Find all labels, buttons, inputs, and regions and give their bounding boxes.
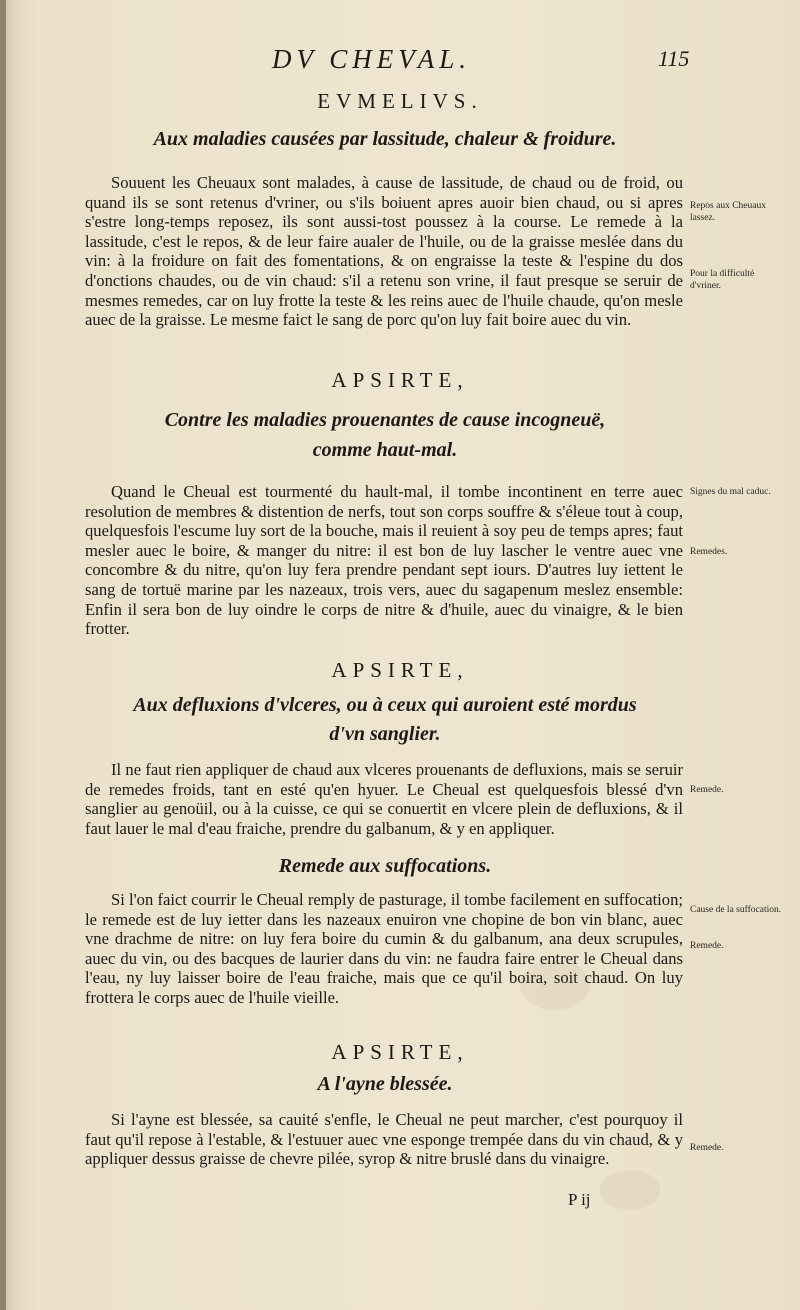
margin-note: Signes du mal caduc.	[690, 487, 771, 497]
section-text: Il ne faut rien appliquer de chaud aux vlceres prouenants de defluxions, mais se seruir de remedes froids, tant en esté qu'en hyuer. Le Cheual est quelquesfois blessé d'vn sanglier au genoüil, ou à la cuisse, ce qui se conuertit en vlcere plein de defluxions, & il faut lauer le mal d'eau fraiche, prendre du galbanum, & y en appliquer.	[85, 760, 683, 838]
running-head	[0, 44, 800, 84]
section-subtitle: Aux maladies causées par lassitude, chaleur & froidure.	[153, 128, 617, 150]
section-author: APSIRTE,	[331, 368, 469, 392]
margin-note: Cause de la suffocation.	[690, 905, 782, 915]
margin-note: Remede.	[690, 1143, 724, 1153]
page-number: 115	[658, 46, 690, 71]
margin-note: Repos aux Cheuaux lassez.	[690, 201, 766, 223]
signature-mark: P ij	[568, 1190, 591, 1209]
section-author: EVMELIVS.	[317, 89, 483, 113]
section-subtitle: Aux defluxions d'vlceres, ou à ceux qui auroient esté mordus	[133, 694, 637, 716]
section-text: Si l'ayne est blessée, sa cauité s'enfle, le Cheual ne peut marcher, c'est pourquoy il faut qu'il repose à l'estable, & l'estuuer auec vne esponge trempée dans du vin chaud, & y appliquer dessus graisse de chevre pilée, syrop & nitre bruslé dans du vinaigre.	[85, 1110, 683, 1169]
section-text: Si l'on faict courrir le Cheual remply de pasturage, il tombe facilement en suffocation; le remede est de luy ietter dans les nazeaux enuiron vne chopine de bon vin blanc, auec vne drachme de nitre: on luy fera boire du cumin & du galbanum, ana deux scrupules, auec du vin, ou des bacques de laurier dans du vin: ne faudra faire entrer le Cheual dans l'eau, ny luy laisser boire de l'eau fraiche, mais que ce qu'il boira, soit chaud. On luy frottera le corps auec de l'huile vieille.	[85, 890, 683, 1007]
section-subtitle: Remede aux suffocations.	[278, 855, 492, 877]
paper-stain	[600, 1170, 660, 1210]
margin-note: Remedes.	[690, 547, 728, 557]
section-author: APSIRTE,	[331, 658, 469, 682]
section-text: Souuent les Cheuaux sont malades, à cause de lassitude, de chaud ou de froid, ou quand ils se sont retenus d'vriner, ou s'ils boiuent apres auoir bien chaud, ou si apres s'estre long-temps reposez, ils sont aussi-tost poussez à la course. Le remede à la lassitude, c'est le repos, & de leur faire aualer de l'huile, ou de la graisse meslée dans du vin: à la froidure on fait des fomentations, & on engraisse la teste & l'espine du dos d'onctions chaudes, ou de vin chaud: s'il a retenu son vrine, il faut presque se seruir de mesmes remedes, car on luy frotte la teste & les reins auec de l'huile chaude, qu'on mesle auec de la graisse. Le mesme faict le sang de porc qu'on luy fait boire auec du vin.	[85, 173, 683, 330]
running-head-title: DV CHEVAL.	[272, 44, 472, 74]
section-subtitle: d'vn sanglier.	[329, 723, 441, 745]
margin-note: Remede.	[690, 785, 724, 795]
section-subtitle: comme haut-mal.	[312, 439, 458, 461]
section-subtitle: Contre les maladies prouenantes de cause incogneuë,	[164, 409, 606, 431]
section-author: APSIRTE,	[331, 1040, 469, 1064]
margin-note: Pour la difficulté d'vriner.	[690, 269, 755, 291]
margin-note: Remede.	[690, 941, 724, 951]
section-text: Quand le Cheual est tourmenté du hault-mal, il tombe incontinent en terre auec resolution de membres & distention de nerfs, tout son corps souffre & s'éleue tout à coup, quelquesfois l'escume luy sort de la bouche, mais il reuient à soy peu de temps apres; faut mesler auec le boire, & manger du nitre: il est bon de luy lascher le ventre auec vne concombre & du nitre, qu'on luy fera prendre pendant sept iours. D'autres luy iettent le sang de tortuë marine par les nazeaux, trois vers, auec du sagapenum meslez ensemble: Enfin il sera bon de luy oindre le corps de nitre & d'huile, auec du vinaigre, & le bien frotter.	[85, 482, 683, 639]
section-subtitle: A l'ayne blessée.	[317, 1073, 453, 1095]
